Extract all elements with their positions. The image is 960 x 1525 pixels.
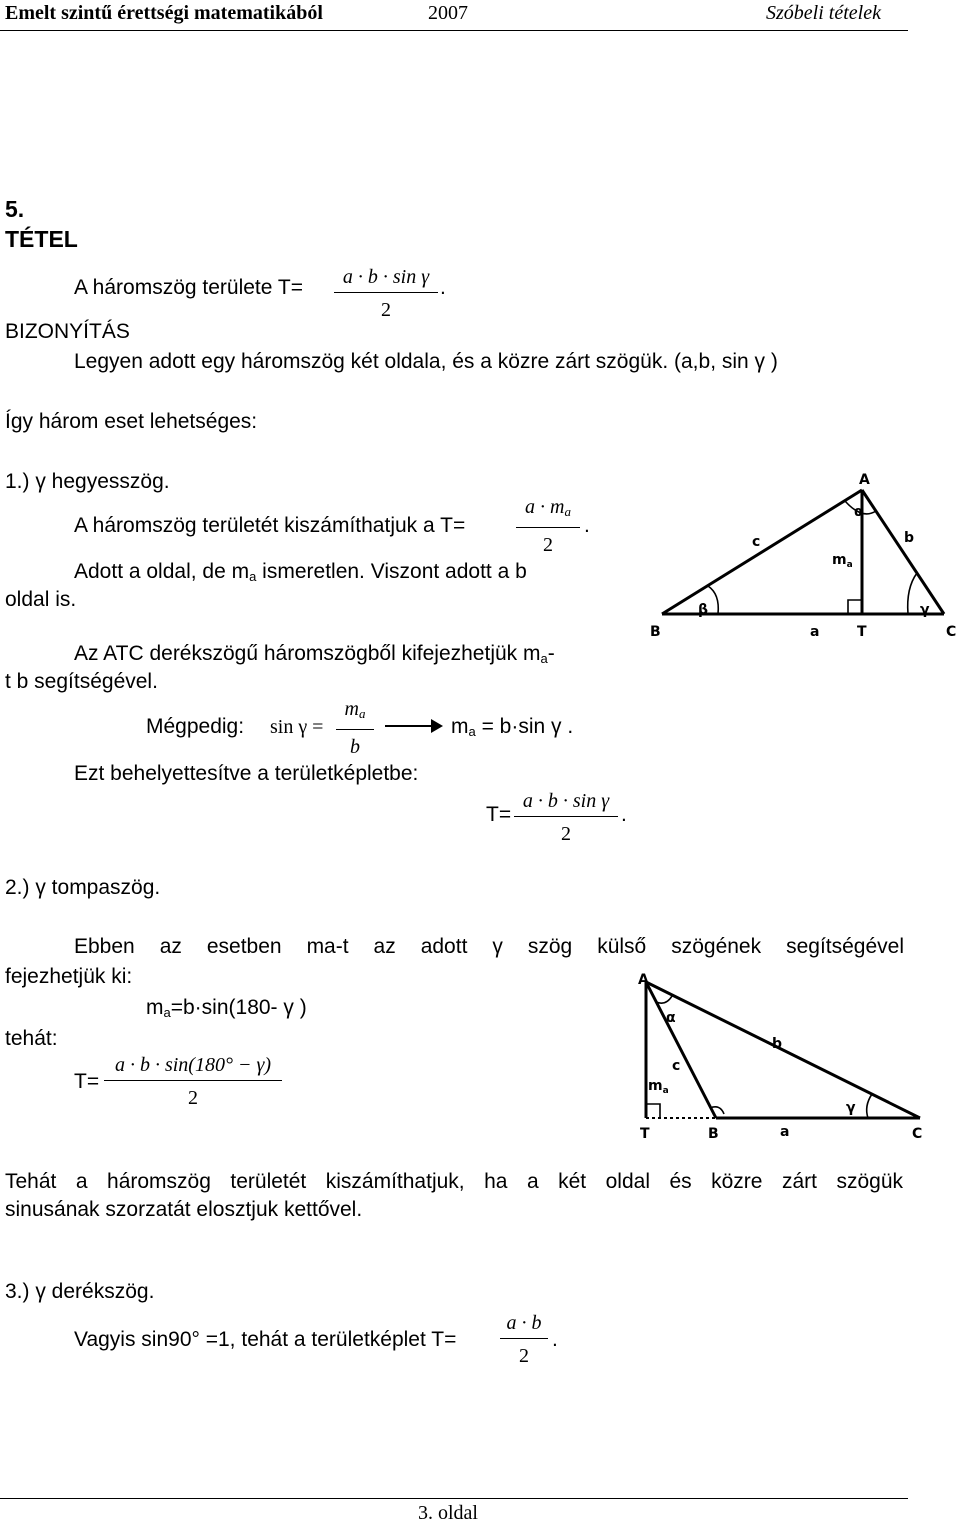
case2-t-fraction (104, 1054, 282, 1109)
case2-t-num: a · b · sin(180° − γ) (114, 1054, 272, 1076)
label-alpha: α (666, 1010, 676, 1026)
theorem-title: TÉTEL (5, 226, 78, 252)
case1-t-fraction (514, 790, 618, 845)
header-year: 2007 (428, 2, 468, 24)
case2-ma (146, 996, 307, 1020)
case1-sin-fraction (336, 698, 374, 758)
fraction-bar (336, 729, 374, 730)
case2-t-prefix: T= (74, 1070, 100, 1093)
case1-t-den: 2 (561, 823, 571, 845)
ma-main: m (832, 552, 847, 568)
sin-den: b (350, 736, 360, 758)
case3-text: Vagyis sin90° =1, tehát a területképlet T= (74, 1328, 457, 1351)
case1-t-suffix: . (621, 803, 627, 826)
case2-thus: tehát: (5, 1027, 58, 1050)
obtuse-triangle-figure (632, 968, 932, 1144)
result-text-a: m (451, 715, 469, 738)
case1-result (451, 715, 573, 739)
case1-subst: Ezt behelyettesítve a területképletbe: (74, 762, 419, 785)
proof-label: BIZONYÍTÁS (5, 320, 130, 343)
area-num-text: a · m (525, 496, 565, 518)
case1-t-num: a · b · sin γ (522, 790, 610, 812)
given-sub: a (249, 569, 257, 584)
case3-num: a · b (506, 1312, 542, 1334)
label-b: b (772, 1036, 783, 1052)
case1-atc (74, 642, 555, 666)
case1-heading: 1.) γ hegyesszög. (5, 470, 170, 493)
case3-heading: 3.) γ derékszög. (5, 1280, 155, 1303)
case1-area-num (516, 496, 580, 523)
proof-line2: Így három eset lehetséges: (5, 410, 258, 433)
right-angle-mark (646, 1104, 660, 1118)
angle-gamma-arc (867, 1094, 872, 1118)
theorem-num: a · b · sin γ (342, 266, 430, 288)
vertex-B: B (650, 624, 661, 640)
label-b: b (904, 530, 915, 546)
fraction-bar (334, 292, 438, 293)
atc-text-b: - (547, 642, 555, 665)
case3-den: 2 (519, 1345, 529, 1367)
given-text-b: ismeretlen. Viszont adott a b (256, 560, 527, 583)
vertex-T: T (857, 624, 867, 640)
case1-area-suffix: . (584, 514, 590, 537)
theorem-statement (74, 276, 303, 300)
vertex-A: A (638, 972, 649, 988)
angle-gamma-arc (908, 573, 917, 614)
theorem-prefix: A háromszög területe T= (74, 276, 303, 299)
theorem-fraction (334, 266, 438, 321)
proof-line1: Legyen adott egy háromszög két oldala, és a közre zárt szögük. (a,b, sin γ ) (74, 350, 778, 373)
theorem-suffix: . (440, 276, 446, 299)
case1-given (74, 560, 527, 584)
footer-rule (0, 1498, 908, 1499)
area-num-sub: a (564, 504, 571, 519)
given-text-a: Adott a oldal, de m (74, 560, 250, 583)
side-b (646, 982, 920, 1118)
case2-text-cont: fejezhetjük ki: (5, 965, 133, 988)
fraction-bar (500, 1338, 548, 1339)
angle-alpha-arc (656, 996, 672, 1003)
ma-text-a: m (146, 996, 164, 1019)
vertex-C: C (912, 1126, 923, 1142)
fraction-bar (514, 816, 618, 817)
right-angle-mark (848, 600, 862, 614)
ma-sub: a (163, 1005, 171, 1020)
header-right: Szóbeli tételek (766, 2, 881, 24)
atc-text-a: Az ATC derékszögű háromszögből kifejezhetjük m (74, 642, 541, 665)
fraction-bar (516, 527, 580, 528)
ma-sub: a (846, 560, 853, 570)
vertex-A: A (859, 472, 870, 488)
case1-area-den: 2 (543, 534, 553, 556)
label-alpha: α (854, 504, 864, 520)
footer-page: 3. oldal (418, 1502, 478, 1524)
label-ma (832, 552, 853, 570)
case3-suffix: . (552, 1328, 558, 1351)
case1-sin-lhs: sin γ = (270, 716, 324, 738)
label-a: a (780, 1124, 790, 1140)
result-text-b: = b·sin γ . (475, 715, 574, 738)
case1-t-prefix: T= (486, 803, 512, 826)
sin-num-text: m (344, 698, 359, 720)
result-sub: a (468, 724, 476, 739)
sin-num (336, 698, 374, 725)
ma-text-b: =b·sin(180- γ ) (170, 996, 307, 1019)
label-gamma: γ (846, 1100, 856, 1116)
vertex-C: C (946, 624, 957, 640)
case1-area-fraction (516, 496, 580, 556)
theorem-den: 2 (381, 299, 391, 321)
sin-num-sub: a (358, 706, 366, 721)
ma-main: m (648, 1078, 663, 1094)
label-a: a (810, 624, 820, 640)
side-b (862, 490, 944, 614)
case1-given-cont: oldal is. (5, 588, 77, 611)
angle-beta-arc (708, 586, 718, 614)
ma-sub: a (662, 1086, 669, 1096)
header-rule (0, 30, 908, 31)
case1-atc-cont: t b segítségével. (5, 670, 158, 693)
case1-namely: Mégpedig: (146, 715, 245, 738)
case2-text: Ebben az esetben ma-t az adott γ szög külső szögének segítségével (74, 935, 904, 958)
header-left: Emelt szintű érettségi matematikából (5, 2, 323, 24)
acute-triangle-figure (648, 468, 960, 644)
label-c: c (752, 534, 761, 550)
case2-heading: 2.) γ tompaszög. (5, 876, 161, 899)
fraction-bar (104, 1080, 282, 1081)
case2-t-den: 2 (188, 1087, 198, 1109)
arrow-right-icon (385, 716, 445, 736)
label-ma (648, 1078, 669, 1096)
label-gamma: γ (920, 602, 930, 618)
conclusion-line1: Tehát a háromszög területét kiszámíthatjuk, ha a két oldal és közre zárt szögük (5, 1170, 903, 1193)
atc-sub: a (540, 651, 548, 666)
label-beta: β (698, 602, 709, 618)
case3-fraction (500, 1312, 548, 1367)
theorem-number: 5. (5, 196, 25, 222)
label-c: c (672, 1058, 681, 1074)
vertex-T: T (640, 1126, 650, 1142)
case1-area-prefix: A háromszög területét kiszámíthatjuk a T= (74, 514, 466, 537)
vertex-B: B (708, 1126, 719, 1142)
conclusion-line2: sinusának szorzatát elosztjuk kettővel. (5, 1198, 363, 1221)
